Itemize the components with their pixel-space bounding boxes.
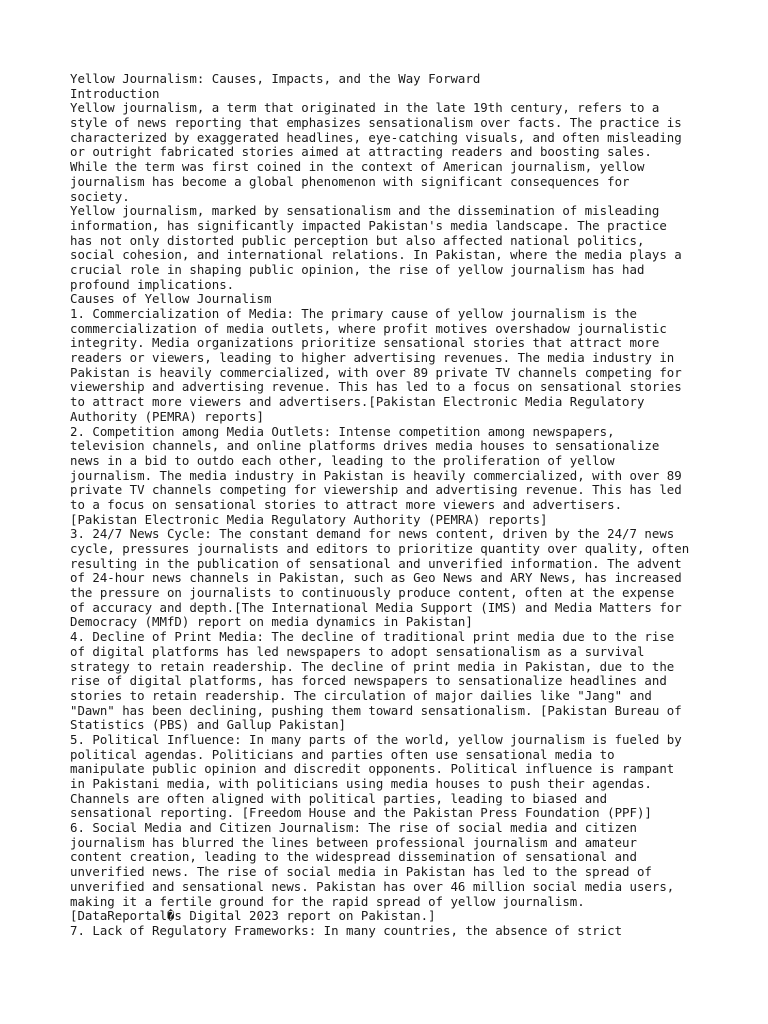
document-line: of accuracy and depth.[The International Media Support (IMS) and Media Matters for xyxy=(70,599,682,615)
document-line: Authority (PEMRA) reports] xyxy=(70,408,264,424)
document-line: 5. Political Influence: In many parts of the world, yellow journalism is fueled by xyxy=(70,731,682,747)
document-line: to a focus on sensational stories to attract more viewers and advertisers. xyxy=(70,496,623,512)
document-line: Democracy (MMfD) report on media dynamics in Pakistan] xyxy=(70,614,473,630)
document-line: news in a bid to outdo each other, leading to the proliferation of yellow xyxy=(70,452,615,468)
document-line: information, has significantly impacted Pakistan's media landscape. The practice xyxy=(70,217,667,233)
document-line: making it a fertile ground for the rapid spread of yellow journalism. xyxy=(70,893,585,909)
document-line: style of news reporting that emphasizes sensationalism over facts. The practice is xyxy=(70,115,682,131)
document-line: 7. Lack of Regulatory Frameworks: In many countries, the absence of strict xyxy=(70,922,623,938)
document-line: [Pakistan Electronic Media Regulatory Authority (PEMRA) reports] xyxy=(70,511,548,527)
document-line: characterized by exaggerated headlines, eye-catching visuals, and often misleading xyxy=(70,129,682,145)
document-line: Yellow journalism, a term that originated in the late 19th century, refers to a xyxy=(70,100,660,116)
document-line: resulting in the publication of sensational and unverified information. The advent xyxy=(70,555,682,571)
document-line: sensational reporting. [Freedom House and the Pakistan Press Foundation (PPF)] xyxy=(70,805,652,821)
document-line: journalism has blurred the lines between professional journalism and amateur xyxy=(70,834,637,850)
document-line: Pakistan is heavily commercialized, with over 89 private TV channels competing for xyxy=(70,364,682,380)
document-line: crucial role in shaping public opinion, the rise of yellow journalism has had xyxy=(70,261,645,277)
document-line: journalism has become a global phenomenon with significant consequences for xyxy=(70,173,630,189)
document-line: readers or viewers, leading to higher advertising revenues. The media industry in xyxy=(70,350,675,366)
document-line: strategy to retain readership. The decline of print media in Pakistan, due to the xyxy=(70,658,675,674)
document-line: has not only distorted public perception but also affected national politics, xyxy=(70,232,645,248)
document-line: 3. 24/7 News Cycle: The constant demand for news content, driven by the 24/7 news xyxy=(70,526,675,542)
document-line: content creation, leading to the widespread dissemination of sensational and xyxy=(70,849,637,865)
document-line: manipulate public opinion and discredit opponents. Political influence is rampant xyxy=(70,761,675,777)
document-line: commercialization of media outlets, where profit motives overshadow journalistic xyxy=(70,320,667,336)
document-line: unverified and sensational news. Pakistan has over 46 million social media users, xyxy=(70,878,675,894)
document-line: 4. Decline of Print Media: The decline of traditional print media due to the rise xyxy=(70,629,675,645)
document-line: Causes of Yellow Journalism xyxy=(70,291,272,307)
document-line: Channels are often aligned with political parties, leading to biased and xyxy=(70,790,608,806)
document-line: stories to retain readership. The circulation of major dailies like "Jang" and xyxy=(70,687,652,703)
document-line: political agendas. Politicians and parties often use sensational media to xyxy=(70,746,615,762)
document-line: social cohesion, and international relations. In Pakistan, where the media plays a xyxy=(70,247,682,263)
document-line: the pressure on journalists to continuously produce content, often at the expense xyxy=(70,585,675,601)
document-line: Statistics (PBS) and Gallup Pakistan] xyxy=(70,717,347,733)
document-line: 2. Competition among Media Outlets: Intense competition among newspapers, xyxy=(70,423,615,439)
document-line: integrity. Media organizations prioritize sensational stories that attract more xyxy=(70,335,660,351)
document-line: of 24-hour news channels in Pakistan, such as Geo News and ARY News, has increased xyxy=(70,570,682,586)
document-line: to attract more viewers and advertisers.[Pakistan Electronic Media Regulatory xyxy=(70,394,645,410)
document-line: Yellow journalism, marked by sensationalism and the dissemination of misleading xyxy=(70,203,660,219)
document-line: society. xyxy=(70,188,130,204)
document-line: 6. Social Media and Citizen Journalism: The rise of social media and citizen xyxy=(70,820,637,836)
document-line: "Dawn" has been declining, pushing them toward sensationalism. [Pakistan Bureau of xyxy=(70,702,682,718)
document-line: While the term was first coined in the context of American journalism, yellow xyxy=(70,159,645,175)
document-line: unverified news. The rise of social media in Pakistan has led to the spread of xyxy=(70,864,652,880)
document-line: television channels, and online platforms drives media houses to sensationalize xyxy=(70,438,660,454)
document-line: [DataReportal�s Digital 2023 report on Pakistan.] xyxy=(70,908,436,924)
document-line: journalism. The media industry in Pakistan is heavily commercialized, with over 89 xyxy=(70,467,682,483)
document-line: rise of digital platforms, has forced newspapers to sensationalize headlines and xyxy=(70,673,667,689)
document-line: 1. Commercialization of Media: The primary cause of yellow journalism is the xyxy=(70,306,637,321)
document-line: or outright fabricated stories aimed at attracting readers and boosting sales. xyxy=(70,144,652,160)
document-line: viewership and advertising revenue. This has led to a focus on sensational stories xyxy=(70,379,682,395)
document-line: Introduction xyxy=(70,85,160,101)
document-line: private TV channels competing for viewership and advertising revenue. This has led xyxy=(70,482,682,498)
document-line: cycle, pressures journalists and editors to prioritize quantity over quality, often xyxy=(70,541,690,556)
document-page xyxy=(70,72,710,939)
document-title: Yellow Journalism: Causes, Impacts, and the Way Forward xyxy=(70,71,481,86)
document-line: profound implications. xyxy=(70,276,235,292)
document-line: of digital platforms has led newspapers to adopt sensationalism as a survival xyxy=(70,643,645,659)
document-line: in Pakistani media, with politicians using media houses to push their agendas. xyxy=(70,776,652,791)
